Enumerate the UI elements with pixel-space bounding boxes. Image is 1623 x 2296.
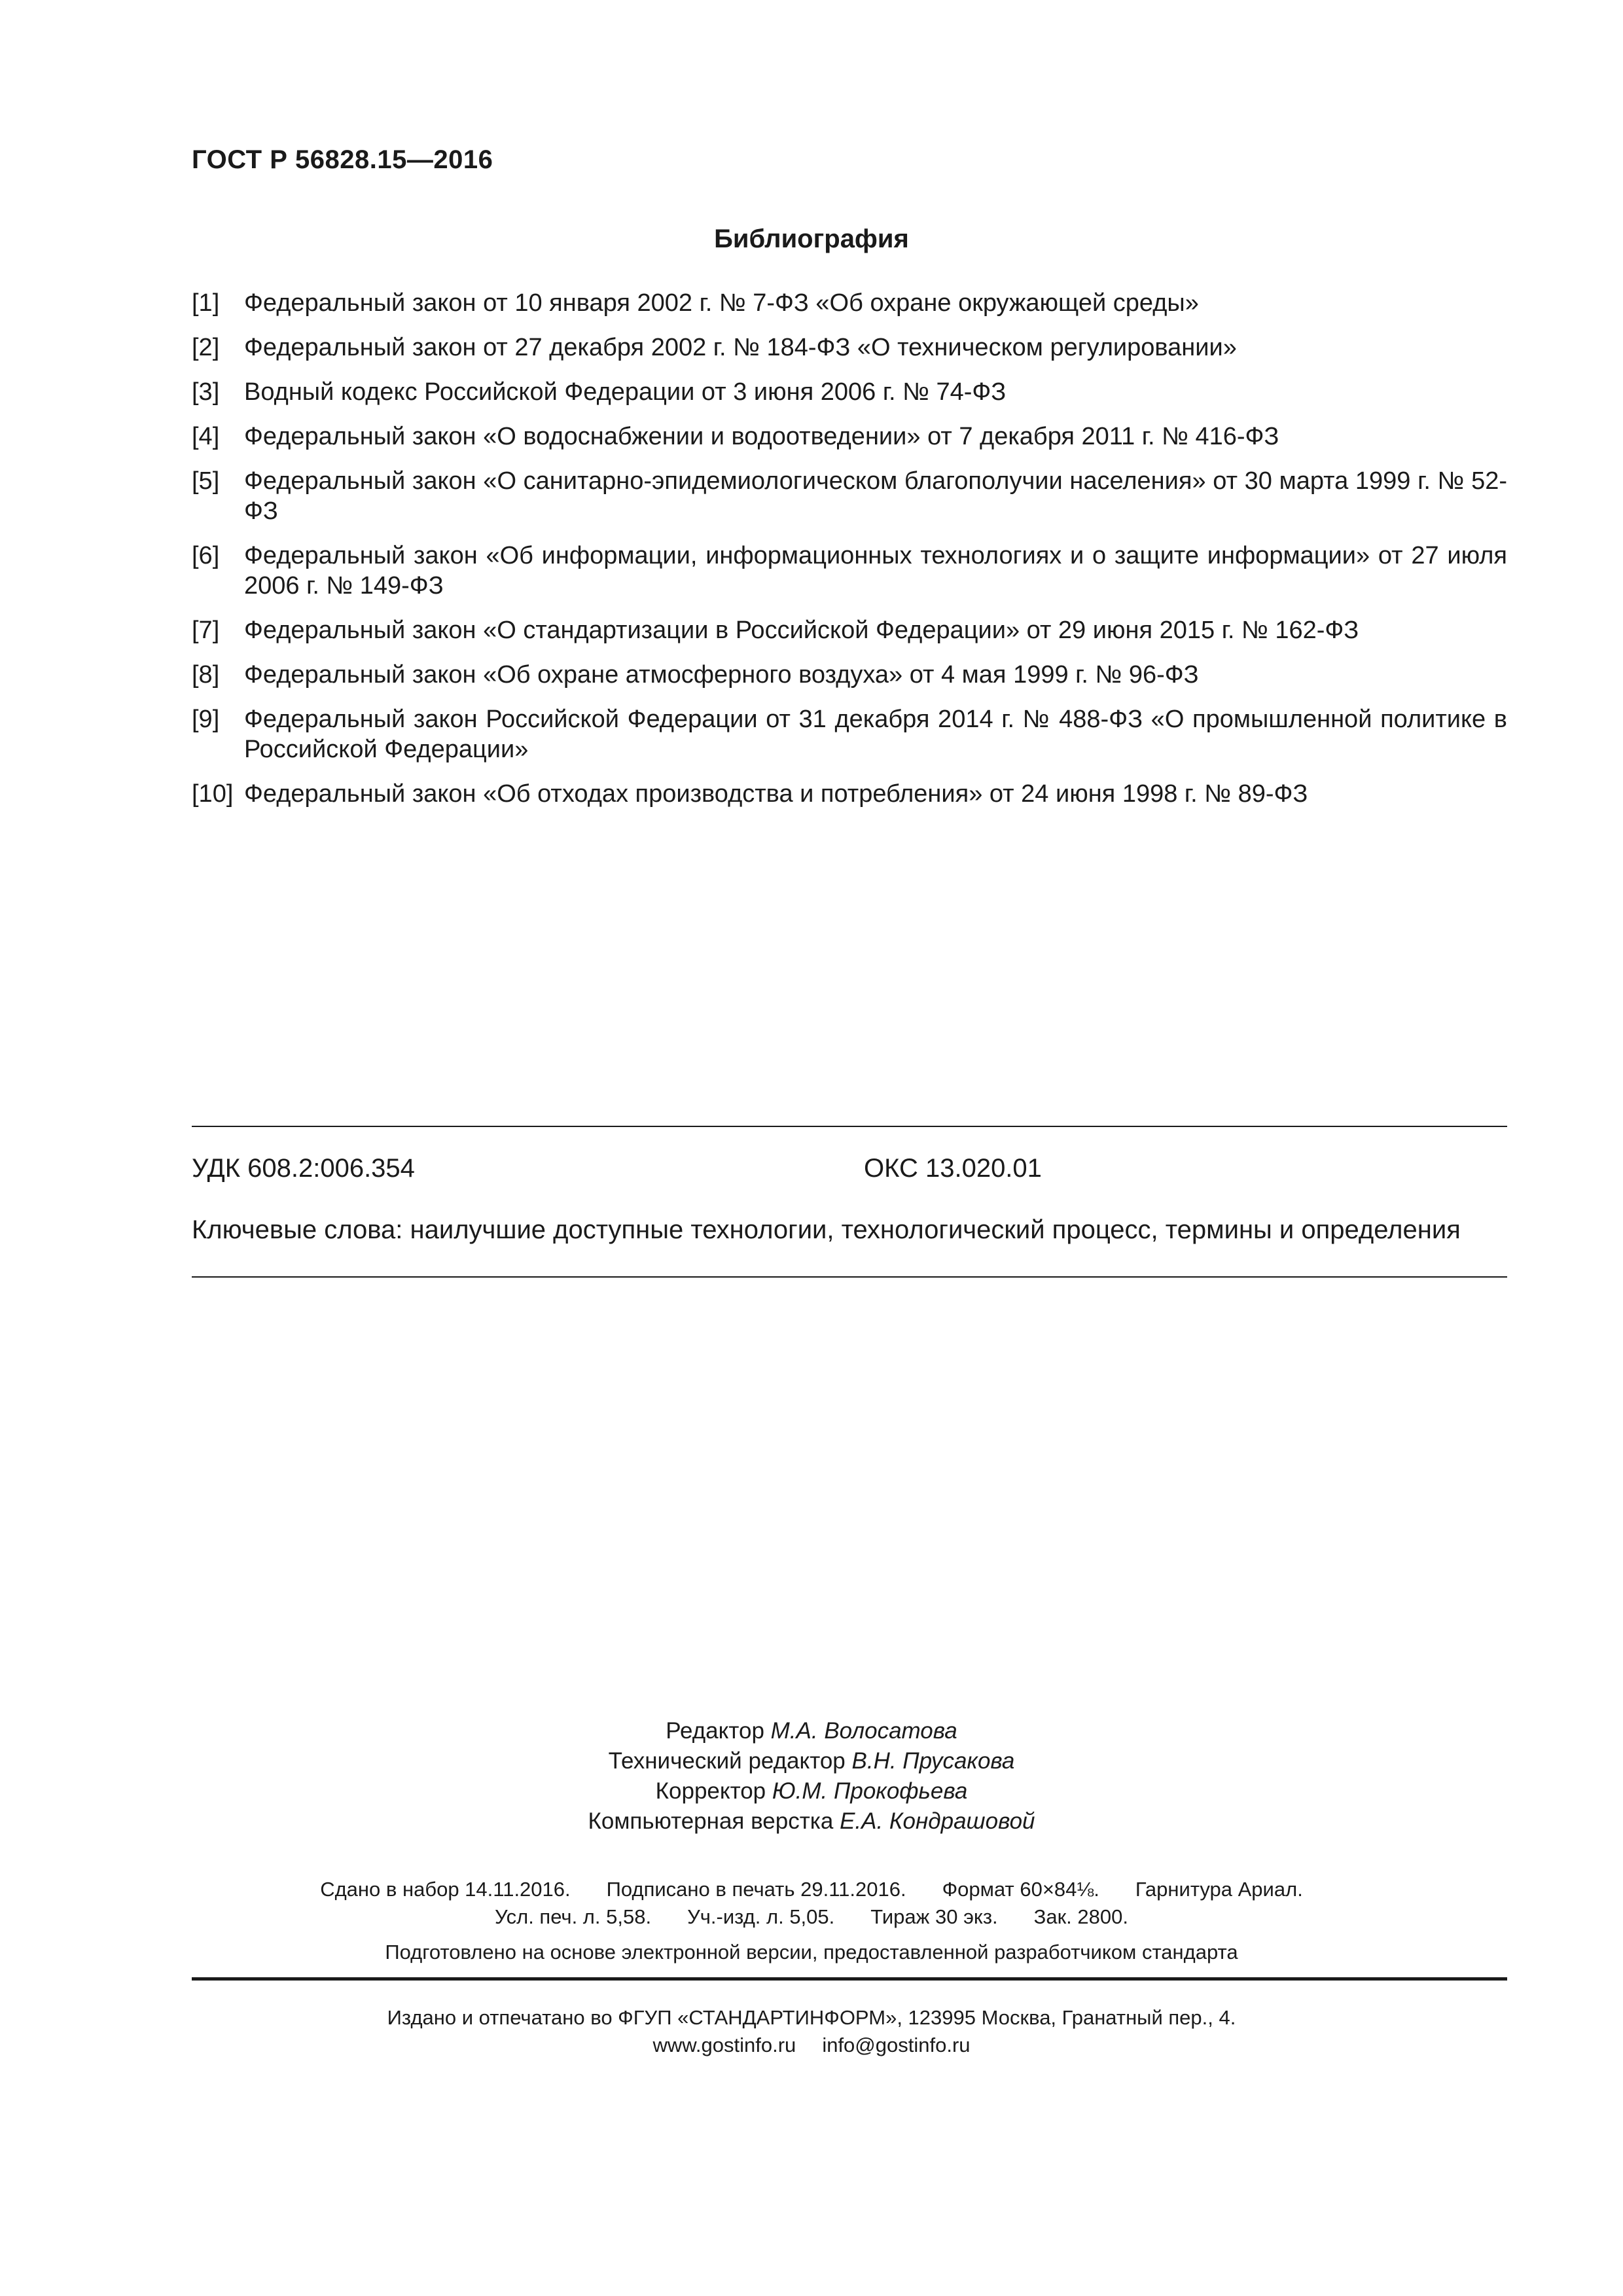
- publisher-website-link[interactable]: www.gostinfo.ru: [652, 2034, 796, 2056]
- bibliography-list: [192, 288, 1507, 823]
- bibliography-item: [192, 704, 1507, 764]
- credit-line: [0, 1716, 1623, 1746]
- credit-line: [0, 1776, 1623, 1806]
- credit-name: В.Н. Прусакова: [851, 1748, 1015, 1774]
- bibliography-item-text: Федеральный закон «Об информации, информационных технологиях и о защите информации» от 27 июля 2006 г. № 149-ФЗ: [244, 542, 1507, 600]
- bibliography-item: [192, 615, 1507, 645]
- credit-name: Ю.М. Прокофьева: [772, 1778, 968, 1804]
- bibliography-item: [192, 779, 1507, 809]
- imprint-line-1: [0, 1876, 1623, 1903]
- prepared-note: Подготовлено на основе электронной версии, предоставленной разработчиком стандарта: [385, 1941, 1238, 1964]
- classification-top-divider: [192, 1126, 1507, 1127]
- publisher-block: [0, 2004, 1623, 2059]
- bibliography-item-number: [1]: [192, 289, 220, 317]
- keywords-line: Ключевые слова: наилучшие доступные технологии, технологический процесс, термины и определения: [192, 1215, 1461, 1244]
- bibliography-item-number: [7]: [192, 617, 220, 644]
- imprint-line-2: [0, 1903, 1623, 1931]
- credits-block: [0, 1716, 1623, 1837]
- imprint-typeface: Гарнитура Ариал.: [1135, 1878, 1303, 1901]
- imprint-print-sheets: Усл. печ. л. 5,58.: [494, 1905, 652, 1928]
- bibliography-item: [192, 660, 1507, 690]
- bibliography-item-text: Федеральный закон «О санитарно-эпидемиологическом благополучии населения» от 30 марта 1999 г. № 52-ФЗ: [244, 467, 1507, 525]
- document-header-id: ГОСТ Р 56828.15—2016: [192, 145, 493, 174]
- bibliography-item-text: Федеральный закон «О водоснабжении и водоотведении» от 7 декабря 2011 г. № 416-ФЗ: [244, 423, 1279, 450]
- bibliography-item-number: [8]: [192, 661, 220, 689]
- credit-line: [0, 1806, 1623, 1837]
- bibliography-item-text: Федеральный закон от 10 января 2002 г. № 7-ФЗ «Об охране окружающей среды»: [244, 289, 1199, 317]
- bibliography-item-number: [5]: [192, 467, 220, 495]
- bibliography-item-text: Федеральный закон «О стандартизации в Российской Федерации» от 29 июня 2015 г. № 162-ФЗ: [244, 617, 1359, 644]
- udk-code: УДК 608.2:006.354: [192, 1154, 415, 1183]
- oks-code: ОКС 13.020.01: [864, 1154, 1042, 1183]
- credit-role: Технический редактор: [608, 1748, 846, 1774]
- publisher-divider: [192, 1977, 1507, 1981]
- bibliography-item-text: Федеральный закон «Об охране атмосферного воздуха» от 4 мая 1999 г. № 96-ФЗ: [244, 661, 1199, 689]
- bibliography-item-number: [9]: [192, 706, 220, 733]
- imprint-pub-sheets: Уч.-изд. л. 5,05.: [687, 1905, 835, 1928]
- credit-line: [0, 1746, 1623, 1776]
- bibliography-item-number: [2]: [192, 334, 220, 361]
- bibliography-item-text: Федеральный закон от 27 декабря 2002 г. № 184-ФЗ «О техническом регулировании»: [244, 334, 1237, 361]
- bibliography-item: [192, 422, 1507, 452]
- bibliography-item: [192, 288, 1507, 318]
- publisher-contacts: [0, 2032, 1623, 2059]
- imprint-submitted: Сдано в набор 14.11.2016.: [320, 1878, 571, 1901]
- credit-role: Редактор: [666, 1718, 764, 1744]
- bibliography-item-text: Федеральный закон Российской Федерации от 31 декабря 2014 г. № 488-ФЗ «О промышленной политике в Российской Федерации»: [244, 706, 1507, 763]
- bibliography-item-text: Водный кодекс Российской Федерации от 3 июня 2006 г. № 74-ФЗ: [244, 378, 1007, 406]
- bibliography-title: Библиография: [714, 224, 909, 253]
- imprint-format: Формат 60×84⅛.: [942, 1878, 1099, 1901]
- bibliography-item-number: [3]: [192, 378, 220, 406]
- bibliography-item: [192, 377, 1507, 407]
- publisher-email-link[interactable]: info@gostinfo.ru: [822, 2034, 971, 2056]
- imprint-order: Зак. 2800.: [1033, 1905, 1128, 1928]
- imprint-signed: Подписано в печать 29.11.2016.: [606, 1878, 906, 1901]
- credit-name: М.А. Волосатова: [770, 1718, 957, 1744]
- bibliography-item-text: Федеральный закон «Об отходах производства и потребления» от 24 июня 1998 г. № 89-ФЗ: [244, 780, 1308, 808]
- credit-role: Компьютерная верстка: [588, 1808, 834, 1834]
- bibliography-item: [192, 332, 1507, 363]
- credit-role: Корректор: [655, 1778, 766, 1804]
- publisher-line: Издано и отпечатано во ФГУП «СТАНДАРТИНФОРМ», 123995 Москва, Гранатный пер., 4.: [387, 2006, 1236, 2029]
- bibliography-item-number: [10]: [192, 780, 234, 808]
- classification-bottom-divider: [192, 1276, 1507, 1278]
- credit-name: Е.А. Кондрашовой: [840, 1808, 1035, 1834]
- bibliography-item: [192, 541, 1507, 601]
- imprint-circulation: Тираж 30 экз.: [870, 1905, 998, 1928]
- bibliography-item-number: [4]: [192, 423, 220, 450]
- bibliography-item-number: [6]: [192, 542, 220, 569]
- imprint-block: [0, 1876, 1623, 1931]
- bibliography-item: [192, 466, 1507, 526]
